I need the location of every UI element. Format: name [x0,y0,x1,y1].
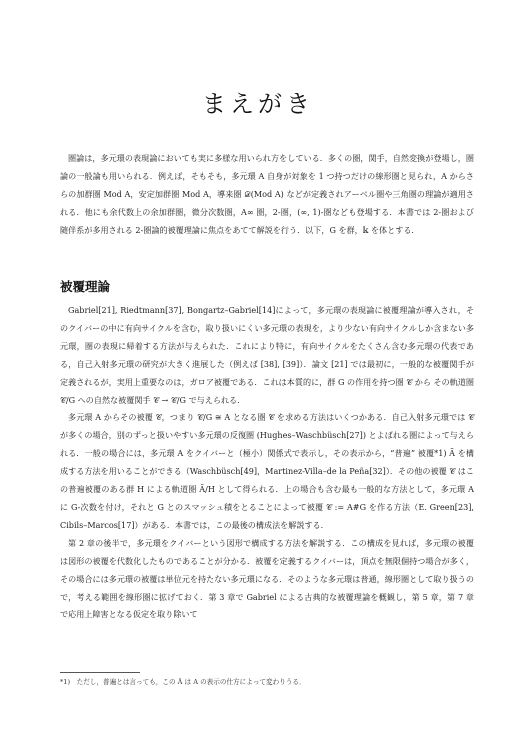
footnote: *1) ただし，普遍とは言っても，この Ã は A の表示の仕方によって変わりうる． [60,678,306,686]
section-paragraph-1: Gabriel[21], Riedtmann[37], Bongartz–Gabriel[14]によって，多元環の表現論に被覆理論が導入され，そのクイバーの中に有向サイクルを含む，取り扱いにくい多元環の表現を，より少ない有向サイクルしか含まない多元環，圏の表現に帰着する方法が与えられた．これにより特に，有向サイクルをたくさん含む多元環の代表である，自己入射多元環の研究が大きく進展した（例えば [38], [39]）．論文 [21] では最初に，一般的な被覆関手が定義されるが，実用上重要なのは，ガロア被覆である．これは本質的に，群 G の作用を持つ圏 𝒞 から その軌道圏 𝒞/G への自然な被覆関手 𝒞 → 𝒞/G で与えられる． [60,305,474,405]
page-title: まえがき [202,90,314,118]
section-paragraph-2: 多元環 A からその被覆 𝒞，つまり 𝒞/G ≅ A となる圏 𝒞 を求める方法はいくつかある．自己入射多元環では 𝒞 が多くの場合，別のずっと扱いやすい多元環の反復圏 (Hughes–Waschbüsch[27]) とよばれる圏によって与えられる．一般の場合には，多元環 A をクイバーと（極小）関係式で表示し，その表示から，“普遍” 被覆*1) Ã を構成する方法を用いることができる（Waschbüsch[49]，Martinez-Villa–de la Peña[32]）．その他の被覆 𝒞 はこの普遍被覆のある群 H による軌道圏 Ã/H として得られる．上の場合も含む最も一般的な方法として，多元環 A に G-次数を付け，それと G とのスマッシュ積をとることによって被覆 𝒞 := A#G を作る方法（E. Green[23], Cibils–Marcos[17]）がある．本書では，この最後の構成法を解説する． [60,412,474,530]
intro-paragraph: 圏論は，多元環の表現論においても実に多様な用いられ方をしている．多くの圏，関手，自然変換が登場し，圏論の一般論も用いられる．例えば，そもそも，多元環 A 自身が対象を 1 つ持つだけの線形圏と見られ，A からさらの加群圏 Mod A，安定加群圏 Mod A，導来圏 𝒟(Mod A) などが定義されアーベル圏や三角圏の理論が適用される．他にも余代数上の余加群圏，微分次数圏，A∞ 圏，2-圏，(∞, 1)-圏なども登場する．本書では 2-圏および随伴系が多用される 2-圏論的被覆理論に焦点をあてて解説を行う．以下，G を群，𝕜 を体とする． [60,153,474,235]
intro-block [60,150,474,240]
section-paragraph-3: 第 2 章の後半で，多元環をクイバーという図形で構成する方法を解説する．この構成を見れば，多元環の被覆は図形の被覆を代数化したものであることが分かる．被覆を定義するクイバーは，頂点を無限個持つ場合が多く，その場合には多元環の被覆は単位元を持たない多元環になる．そのような多元環は普通，線形圏として取り扱うので，考える範囲を線形圏に拡げておく．第 3 章で Gabriel による古典的な被覆理論を概観し，第 5 章，第 7 章で応用上障害となる仮定を取り除いて [60,537,474,620]
section-body [60,302,474,624]
footnote-divider [60,672,140,673]
section-heading: 被覆理論 [60,279,111,294]
